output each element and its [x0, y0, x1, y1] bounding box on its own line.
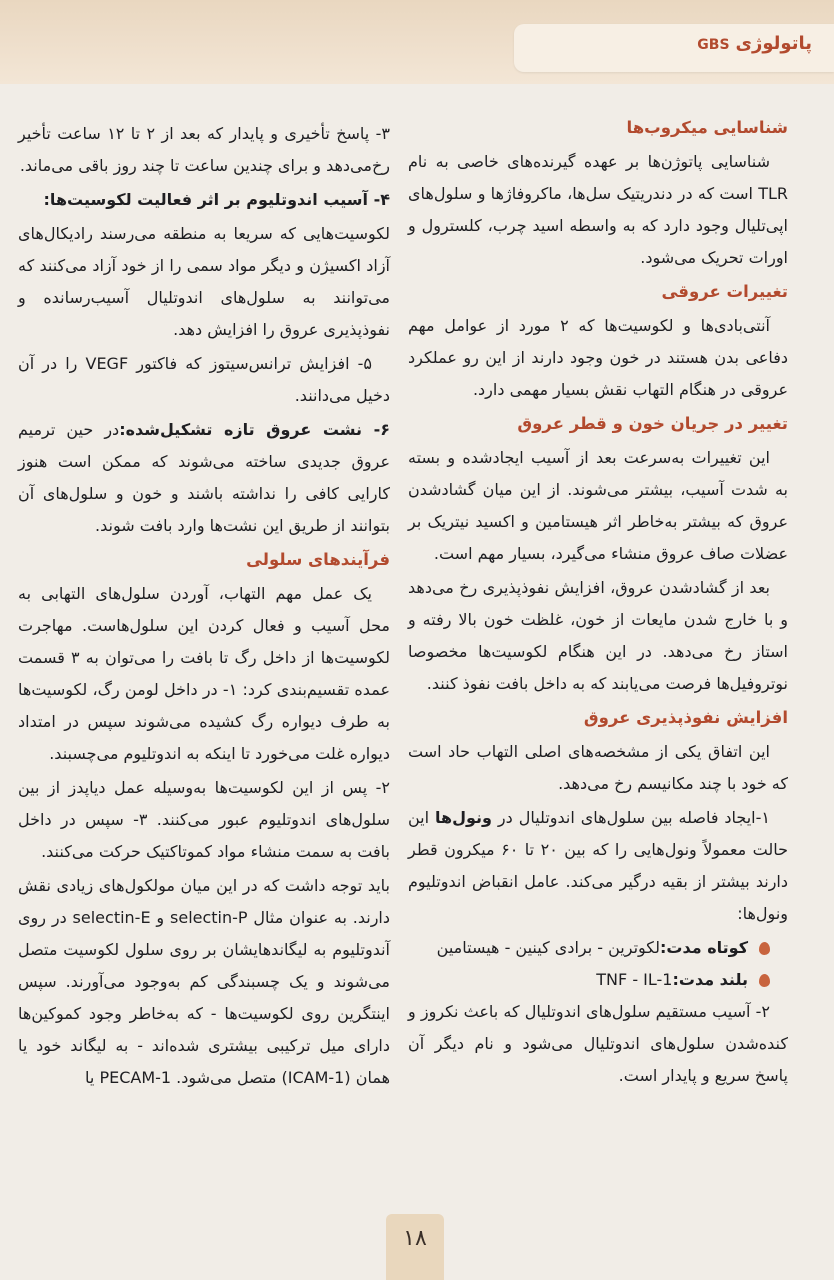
bullet-icon — [759, 942, 770, 955]
paragraph: آنتی‌بادی‌ها و لکوسیت‌ها که ۲ مورد از عوامل مهم دفاعی بدن هستند در خون وجود دارند از این رو عملکرد عروقی در هنگام التهاب نقش بسیار مهمی دارد. — [408, 316, 788, 399]
inline-title: ۴- آسیب اندوتلیوم بر اثر فعالیت لکوسیت‌ها: — [43, 190, 390, 209]
paragraph-text: این حالت معمولاً ونول‌هایی را که بین ۲۰ تا ۶۰ میکرون قطر دارند بیشتر از بقیه درگیر می‌کند. عامل انقباض اندوتلیوم ونول‌ها: — [408, 808, 789, 923]
left-column — [18, 118, 390, 1096]
paragraph: لکوسیت‌هایی که سریعا به منطقه می‌رسند رادیکال‌های آزاد اکسیژن و دیگر مواد سمی را از خود آزاد می‌کنند که می‌توانند به سلول‌های اندوتلیال آسیب‌رسانده و نفوذپذیری عروق را افزایش دهد. — [18, 224, 390, 339]
paragraph: بعد از گشادشدن عروق، افزایش نفوذپذیری رخ می‌دهد و با خارج شدن مایعات از خون، غلظت خون بالا رفته و استاز رخ می‌دهد. در این هنگام لکوسیت‌ها مخصوصا نوتروفیل‌ها فرصت می‌یابند که به داخل بافت نفوذ کنند. — [408, 578, 788, 693]
header-abbr: GBS — [697, 37, 730, 53]
paragraph: این اتفاق یکی از مشخصه‌های اصلی التهاب حاد است که خود با چند مکانیسم رخ می‌دهد. — [408, 742, 788, 793]
paragraph-text: در حین ترمیم عروق جدیدی ساخته می‌شوند که ممکن است هنوز کارایی کافی را نداشته باشند و خون و سلول‌های آن بتوانند از طریق این نشت‌ها وارد بافت شوند. — [18, 420, 390, 535]
bullet-text: TNF - IL-1 — [596, 970, 673, 989]
paragraph: ۵- افزایش ترانس‌سیتوز که فاکتور VEGF را در آن دخیل می‌دانند. — [18, 354, 390, 405]
bullet-icon — [759, 974, 770, 987]
right-column — [408, 110, 788, 1094]
header-title: پاتولوژی — [735, 33, 812, 54]
paragraph-prefix: ۱-ایجاد فاصله بین سلول‌های اندوتلیال در — [497, 808, 770, 827]
paragraph: ۲- پس از این لکوسیت‌ها به‌وسیله عمل دیاپدز از بین سلول‌های اندوتلیوم عبور می‌کنند. ۳- سپس در داخل بافت به سمت منشاء مواد کموتاکتیک حرکت می‌کنند. — [18, 778, 391, 861]
inline-title: ۶- نشت عروق تازه تشکیل‌شده: — [119, 420, 390, 439]
paragraph: شناسایی پاتوژن‌ها بر عهده گیرنده‌های خاصی به نام TLR است که در دندریتیک سل‌ها، ماکروفاژها و سلول‌های اپی‌تلیال وجود دارد که به واسطه اسید چرب، کلسترول و اورات تحریک می‌شود. — [408, 152, 788, 267]
section-title-permeability: افزایش نفوذپذیری عروق — [583, 708, 788, 727]
bullet-label: کوتاه مدت: — [660, 938, 748, 957]
paragraph: باید توجه داشت که در این میان مولکول‌های زیادی نقش دارند. به عنوان مثال selectin-P و selectin-E در روی آندوتلیوم به لیگاندهایشان بر روی سلول لکوسیت متصل می‌شوند و یک چسبندگی کم به‌وجود می‌آورند. سپس اینتگرین روی لکوسیت‌ها - که به‌خاطر وجود کموکین‌ها دارای میل ترکیبی بیشتری شده‌اند - به لیگاند خود یا همان (ICAM-1) متصل می‌شود. PECAM-1 یا — [18, 876, 390, 1087]
bullet-text: لکوترین - برادی کینین - هیستامین — [436, 938, 660, 957]
paragraph: ۲- آسیب مستقیم سلول‌های اندوتلیال که باعث نکروز و کنده‌شدن سلول‌های اندوتلیال می‌شود و نام دیگر آن پاسخ سریع و پایدار است. — [408, 1002, 788, 1085]
paragraph: یک عمل مهم التهاب، آوردن سلول‌های التهابی به محل آسیب و فعال کردن این سلول‌هاست. مهاجرت لکوسیت‌ها از داخل رگ تا بافت را می‌توان به ۳ قسمت عمده تقسیم‌بندی کرد: ۱- در داخل لومن رگ، لکوسیت‌ها به طرف دیواره رگ کشیده می‌شوند سپس در امتداد دیواره غلت می‌خورد تا اینکه به اندوتلیوم می‌چسبند. — [18, 584, 391, 763]
section-title-cellular-processes: فرآیندهای سلولی — [246, 550, 390, 569]
bullet-list — [408, 932, 788, 996]
paragraph: ۳- پاسخ تأخیری و پایدار که بعد از ۲ تا ۱۲ ساعت تأخیر رخ‌می‌دهد و برای چندین ساعت تا چند روز باقی می‌ماند. — [18, 124, 391, 175]
paragraph — [408, 802, 788, 930]
running-header — [697, 33, 812, 54]
paragraph: این تغییرات به‌سرعت بعد از آسیب ایجادشده و بسته به شدت آسیب، بیشتر می‌شوند. از این میان گشادشدن عروق که بیشتر به‌خاطر اثر هیستامین و اکسید نیتریک بر عضلات صاف عروق منشاء می‌گیرد، بسیار مهم است. — [408, 448, 788, 563]
list-item — [408, 964, 770, 996]
page-number: ۱۸ — [403, 1226, 427, 1251]
list-item — [408, 932, 770, 964]
paragraph — [18, 414, 390, 542]
bullet-label: بلند مدت: — [672, 970, 748, 989]
section-title-microbe-recognition: شناسایی میکروب‌ها — [626, 118, 788, 137]
section-title-vascular-changes: تغییرات عروقی — [661, 282, 788, 301]
bold-term: ونول‌ها — [435, 808, 492, 827]
paragraph-title — [18, 184, 390, 216]
section-title-blood-flow: تغییر در جریان خون و قطر عروق — [517, 414, 788, 433]
